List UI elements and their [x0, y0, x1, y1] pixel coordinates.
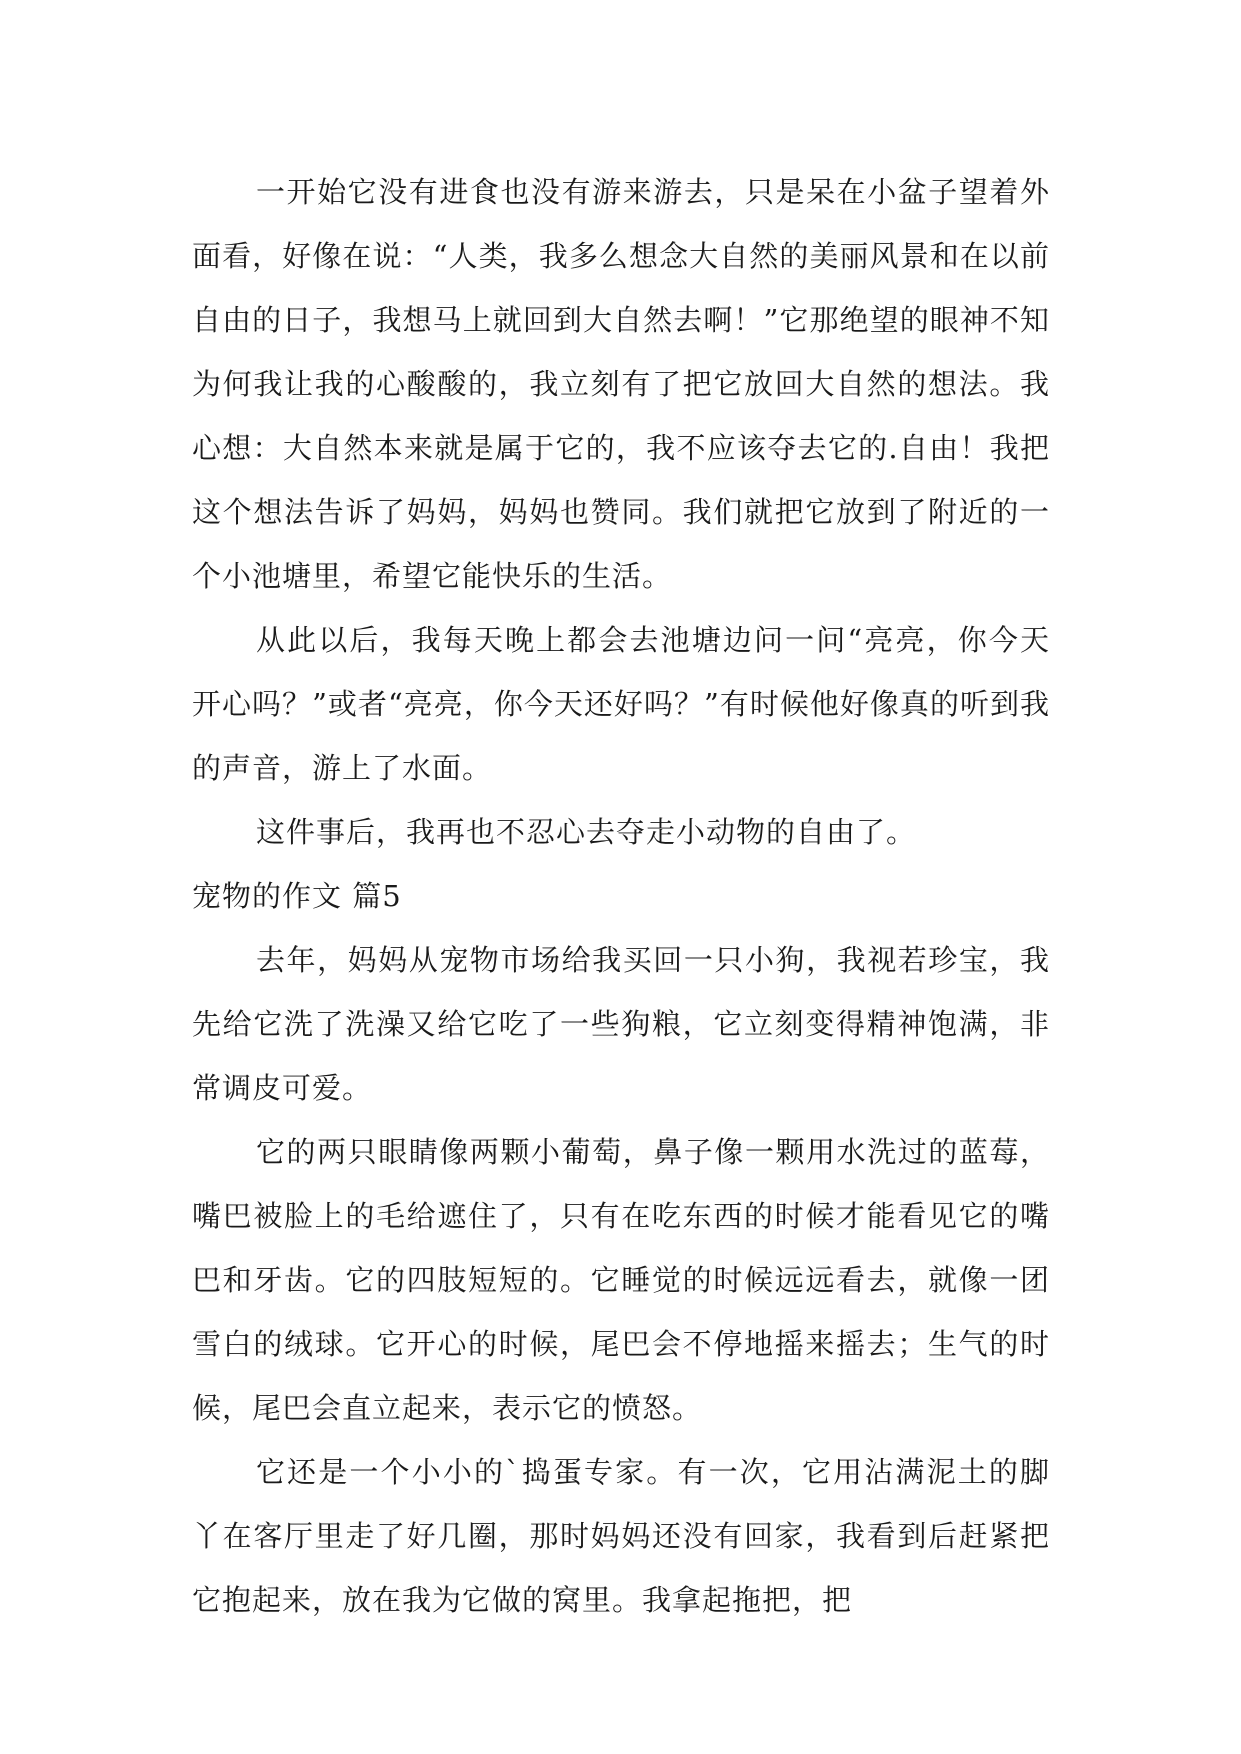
paragraph-conclusion: 这件事后，我再也不忍心去夺走小动物的自由了。 — [256, 815, 917, 849]
paragraph-release-fish: 一开始它没有进食也没有游来游去，只是呆在小盆子望着外面看，好像在说：“人类，我多么想念大自然的美丽风景和在以前自由的日子，我想马上就回到大自然去啊！”它那绝望的眼神不知为何我让我的心酸酸的，我立刻有了把它放回大自然的想法。我心想：大自然本来就是属于它的，我不应该夺去它的.自由！我把这个想法告诉了妈妈，妈妈也赞同。我们就把它放到了附近的一个小池塘里，希望它能快乐的生活。 — [192, 175, 1050, 593]
paragraph-new-puppy: 去年，妈妈从宠物市场给我买回一只小狗，我视若珍宝，我先给它洗了洗澡又给它吃了一些狗粮，它立刻变得精神饱满，非常调皮可爱。 — [192, 943, 1050, 1105]
section-heading: 宠物的作文 篇5 — [192, 879, 402, 913]
paragraph-pond-visits: 从此以后，我每天晚上都会去池塘边问一问“亮亮，你今天开心吗？”或者“亮亮，你今天还好吗？”有时候他好像真的听到我的声音，游上了水面。 — [192, 623, 1050, 785]
paragraph-puppy-description: 它的两只眼睛像两颗小葡萄，鼻子像一颗用水洗过的蓝莓，嘴巴被脸上的毛给遮住了，只有在吃东西的时候才能看见它的嘴巴和牙齿。它的四肢短短的。它睡觉的时候远远看去，就像一团雪白的绒球。它开心的时候，尾巴会不停地摇来摇去；生气的时候，尾巴会直立起来，表示它的愤怒。 — [192, 1135, 1050, 1425]
paragraph-mischief: 它还是一个小小的`捣蛋专家。有一次，它用沾满泥土的脚丫在客厅里走了好几圈，那时妈妈还没有回家，我看到后赶紧把它抱起来，放在我为它做的窝里。我拿起拖把，把 — [192, 1455, 1050, 1617]
document-page — [192, 160, 1050, 1632]
